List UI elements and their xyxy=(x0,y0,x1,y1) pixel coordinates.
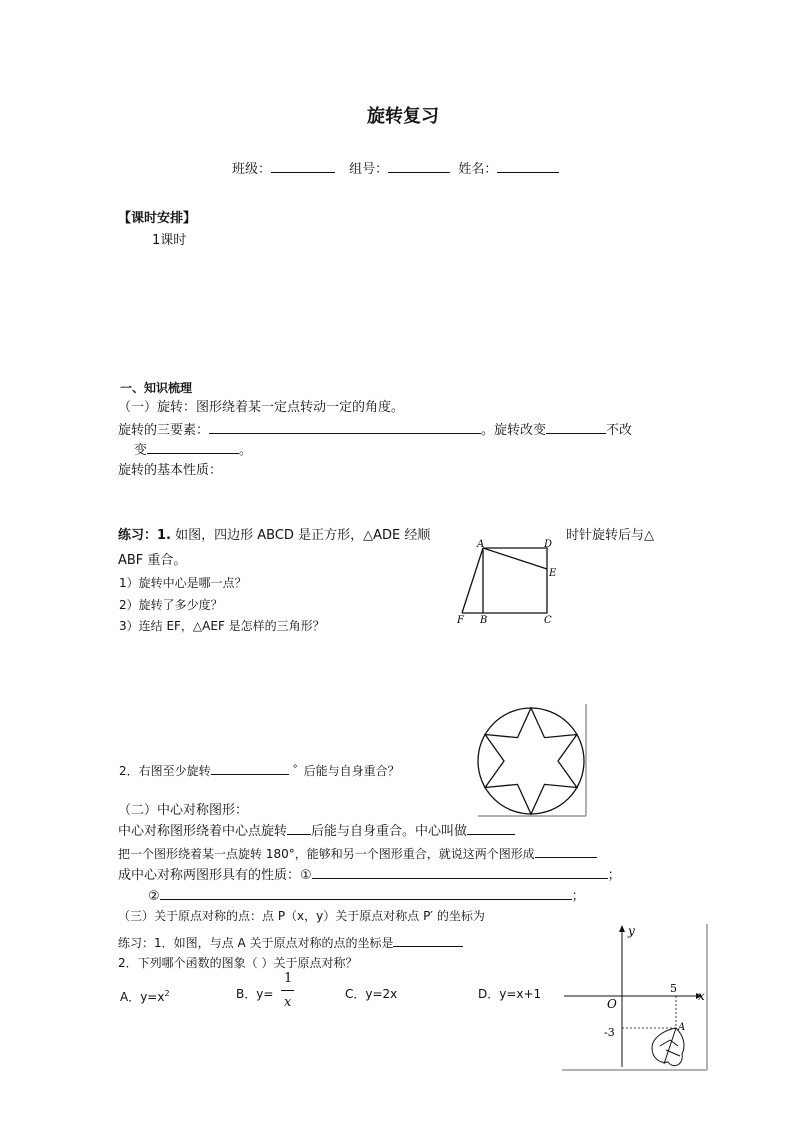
exercise1-text-right: 时针旋转后与△ xyxy=(566,528,654,543)
three-elements-label: 旋转的三要素： xyxy=(118,423,210,438)
three-elements-line xyxy=(118,421,632,440)
coordinate-graph xyxy=(560,922,710,1072)
exercise1-line2: ABF 重合。 xyxy=(118,553,187,568)
figure-lines xyxy=(483,548,547,613)
semicolon2: ； xyxy=(571,889,585,904)
exponent: 2 xyxy=(164,989,170,998)
square-rotation-figure xyxy=(450,535,570,630)
point-A-label: A xyxy=(678,1022,686,1033)
leaf-shape xyxy=(652,1028,684,1066)
property1-blank[interactable] xyxy=(312,866,608,879)
origin-exercise1 xyxy=(118,934,463,951)
six-pointed-star xyxy=(485,708,577,814)
unchanged-label: 不改 xyxy=(606,423,633,438)
label-E: E xyxy=(549,568,557,579)
properties-line1 xyxy=(118,866,621,885)
symmetry-blank[interactable] xyxy=(535,845,597,858)
option-d[interactable]: D．y=x+1 xyxy=(478,987,542,1001)
option-c[interactable]: C．y=2x xyxy=(345,987,398,1001)
exercise1-q1: 1）旋转中心是哪一点？ xyxy=(119,576,247,590)
property2-marker: ② xyxy=(148,889,160,904)
exercise2-text: 2．右图至少旋转 xyxy=(119,764,211,778)
angle-blank[interactable] xyxy=(287,822,311,835)
option-b[interactable] xyxy=(236,986,273,1002)
changes-blank[interactable] xyxy=(546,421,606,434)
class-blank[interactable] xyxy=(271,160,335,173)
section-knowledge-heading: 一、知识梳理 xyxy=(120,381,193,395)
period: 。 xyxy=(239,443,253,458)
outer-circle xyxy=(478,708,584,814)
exercise-label: 练习： xyxy=(118,528,158,543)
semicolon: ； xyxy=(607,868,621,883)
schedule-heading: 【课时安排】 xyxy=(118,211,197,226)
central-symmetry-text: 中心对称图形绕着中心点旋转 xyxy=(118,824,288,839)
tick-neg3: -3 xyxy=(604,1026,615,1039)
rotation-definition: （一）旋转：图形绕着某一定点转动一定的角度。 xyxy=(118,400,405,415)
exercise1-q3: 3）连结 EF，△AEF 是怎样的三角形？ xyxy=(119,619,325,633)
option-b-text: B．y= xyxy=(236,987,274,1001)
basic-properties-label: 旋转的基本性质： xyxy=(118,463,223,478)
coordinate-blank[interactable] xyxy=(393,934,463,947)
property2-blank[interactable] xyxy=(160,887,572,900)
fraction-bar xyxy=(281,990,294,991)
group-blank[interactable] xyxy=(388,160,450,173)
origin-exercise1-text: 练习：1．如图，与点 A 关于原点对称的点的坐标是 xyxy=(118,936,394,950)
x-axis-label: x xyxy=(698,989,705,1003)
name-blank[interactable] xyxy=(497,160,559,173)
rotation-changes-label: 。旋转改变 xyxy=(481,423,547,438)
name-label: 姓名： xyxy=(458,162,498,177)
student-info-line xyxy=(232,160,559,179)
label-C: C xyxy=(544,615,552,626)
page-title: 旋转复习 xyxy=(367,106,439,127)
option-a[interactable] xyxy=(120,986,170,1005)
fraction-numerator: 1 xyxy=(284,971,293,986)
schedule-value: 1课时 xyxy=(152,233,187,248)
class-label: 班级： xyxy=(232,162,272,177)
exercise2-question: 后能与自身重合？ xyxy=(303,764,400,778)
center-blank[interactable] xyxy=(467,822,515,835)
unchanged-line xyxy=(134,441,252,460)
central-symmetry-heading: （二）中心对称图形： xyxy=(118,803,249,818)
properties-line2 xyxy=(148,887,585,906)
central-symmetry-line2 xyxy=(118,845,597,862)
origin-symmetry-heading: （三）关于原点对称的点：点 P（x，y）关于原点对称点 P′ 的坐标为 xyxy=(118,909,485,923)
tick-5: 5 xyxy=(670,982,677,995)
three-elements-blank[interactable] xyxy=(209,421,481,434)
label-F: F xyxy=(457,615,464,626)
fraction-denominator: x xyxy=(284,995,292,1010)
exercise1-q2: 2）旋转了多少度？ xyxy=(119,598,223,612)
origin-exercise2: 2．下列哪个函数的图象（ ）关于原点对称？ xyxy=(118,956,358,970)
degree-blank[interactable] xyxy=(211,762,289,775)
y-axis-label: y xyxy=(628,924,635,938)
exercise1-line1 xyxy=(118,527,430,545)
degree-sign: ° xyxy=(292,764,298,775)
label-D: D xyxy=(544,539,553,550)
properties-label: 成中心对称两图形具有的性质：① xyxy=(118,868,312,883)
y-axis-arrow xyxy=(619,925,625,932)
unchanged-blank[interactable] xyxy=(147,441,239,454)
central-symmetry-line1 xyxy=(118,822,515,841)
exercise2-line xyxy=(119,762,400,779)
origin-label: O xyxy=(607,997,617,1011)
unchanged-label-cont: 变 xyxy=(134,443,148,458)
exercise1-text: 如图，四边形 ABCD 是正方形，△ADE 经顺 xyxy=(171,528,431,543)
option-a-text: A．y=x xyxy=(120,990,165,1004)
central-symmetry-definition: 把一个图形绕着某一点旋转 180°，能够和另一个图形重合，就说这两个图形成 xyxy=(118,847,535,861)
label-A: A xyxy=(477,539,485,550)
star-circle-figure xyxy=(472,702,590,818)
exercise-number: 1. xyxy=(157,528,171,543)
group-label: 组号： xyxy=(349,162,389,177)
center-label: 后能与自身重合。中心叫做 xyxy=(311,824,468,839)
label-B: B xyxy=(480,615,488,626)
